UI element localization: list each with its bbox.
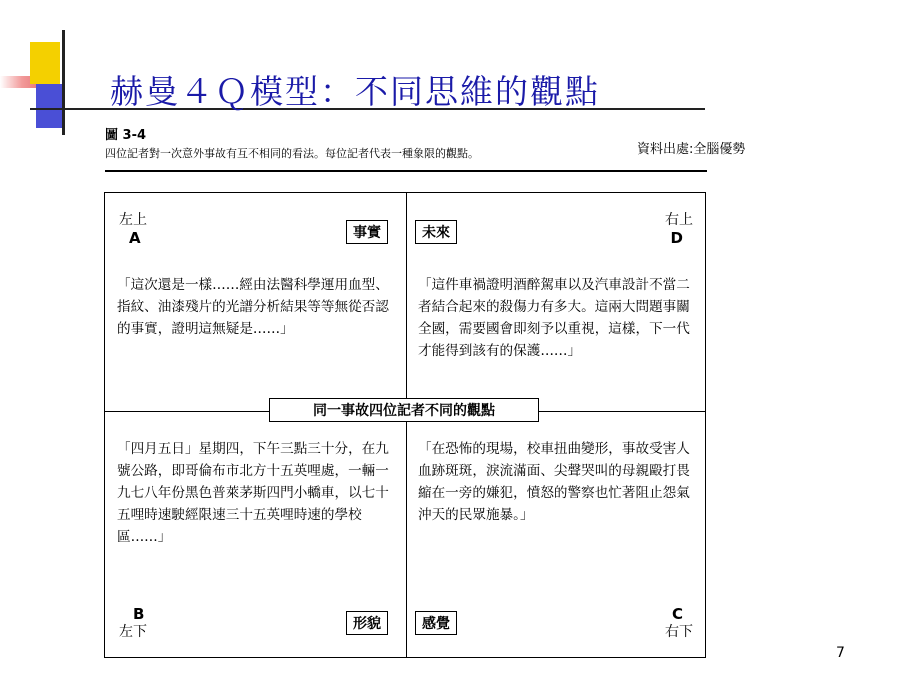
- quadrant-a-position: 左上: [119, 212, 147, 228]
- quadrant-c-corner: [665, 605, 693, 641]
- quadrant-d-text: 「這件車禍證明酒醉駕車以及汽車設計不當二者結合起來的殺傷力有多大。這兩大問題事關全國，需要國會即刻予以重視，這樣，下一代才能得到該有的保護……」: [418, 277, 690, 359]
- quadrant-a-text: 「這次還是一樣……經由法醫科學運用血型、指紋、油漆殘片的光譜分析結果等等無從否認的事實，證明這無疑是……」: [117, 277, 389, 337]
- caption-rule: [105, 170, 707, 172]
- quadrant-diagram: [104, 192, 706, 658]
- quadrant-c-tag: 感覺: [415, 611, 457, 635]
- quadrant-c-letter: C: [671, 605, 683, 623]
- figure-caption: 四位記者對一次意外事故有互不相同的看法。每位記者代表一種象限的觀點。: [105, 147, 479, 160]
- quadrant-a-letter: A: [129, 229, 141, 247]
- quadrant-b-position: 左下: [119, 624, 147, 640]
- slide-title: 赫曼４Ｑ模型：不同思維的觀點: [110, 72, 600, 111]
- quadrant-d-tag: 未來: [415, 220, 457, 244]
- quadrant-b-letter: B: [133, 605, 145, 623]
- vertical-divider: [406, 193, 407, 657]
- quadrant-a-tag: 事實: [346, 220, 388, 244]
- quadrant-d-letter: D: [670, 229, 683, 247]
- quadrant-c-text: 「在恐怖的現場，校車扭曲變形，事故受害人血跡斑斑，淚流滿面、尖聲哭叫的母親毆打畏縮在一旁的嫌犯，憤怒的警察也忙著阻止怨氣沖天的民眾施暴。」: [418, 441, 690, 523]
- quadrant-b-tag: 形貌: [346, 611, 388, 635]
- quadrant-c-position: 右下: [665, 624, 693, 640]
- figure-label: 圖 3-4: [105, 128, 147, 143]
- decor-blue-square: [36, 84, 62, 128]
- quadrant-d-corner: [665, 211, 693, 247]
- quadrant-b-corner: [119, 605, 147, 641]
- decor-vertical-line: [62, 30, 65, 135]
- center-label: 同一事故四位記者不同的觀點: [269, 398, 539, 422]
- quadrant-b-text: 「四月五日」星期四，下午三點三十分，在九號公路，即哥倫布市北方十五英哩處，一輛一九七八年份黑色普萊茅斯四門小轎車，以七十五哩時速駛經限速三十五英哩時速的學校區……」: [117, 441, 389, 545]
- decor-yellow-square: [30, 42, 60, 84]
- source-note: 資料出處:全腦優勢: [637, 142, 746, 157]
- quadrant-a-corner: [119, 211, 147, 247]
- quadrant-d-position: 右上: [665, 212, 693, 228]
- page-number: 7: [836, 645, 845, 661]
